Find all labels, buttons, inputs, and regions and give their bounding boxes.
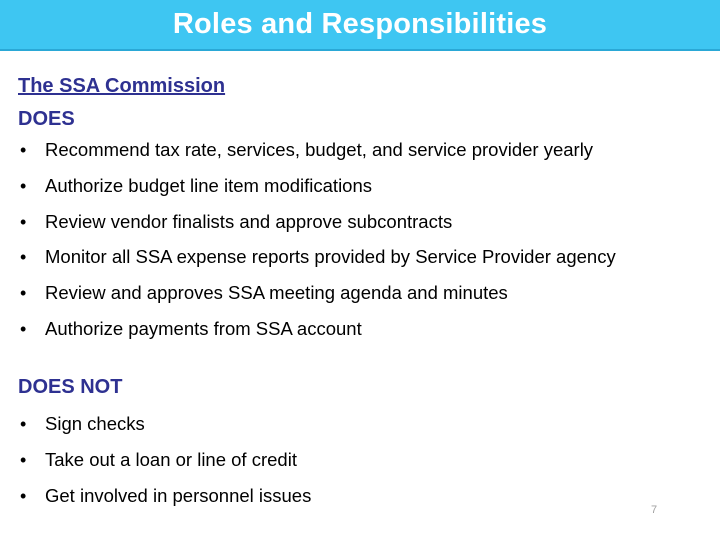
slide-title: Roles and Responsibilities <box>172 8 548 40</box>
page-number: 7 <box>651 504 658 516</box>
bullet-icon: • <box>20 247 27 268</box>
list-item-text: Take out a loan or line of credit <box>45 448 297 470</box>
list-item <box>18 448 311 484</box>
bullet-icon: • <box>20 318 27 339</box>
list-item-text: Monitor all SSA expense reports provided by Service Provider agency <box>45 246 616 268</box>
list-item-text: Sign checks <box>45 413 145 434</box>
title-bar <box>0 0 720 51</box>
list-item <box>18 317 616 353</box>
list-item-text: Get involved in personnel issues <box>45 484 312 506</box>
list-item-text: Review and approves SSA meeting agenda and minutes <box>45 282 508 304</box>
list-item-text: Review vendor finalists and approve subcontracts <box>45 210 453 232</box>
bullet-icon: • <box>20 283 27 304</box>
does-heading: DOES <box>18 108 75 130</box>
bullet-icon: • <box>20 175 27 196</box>
list-item-text: Authorize payments from SSA account <box>45 317 362 339</box>
bullet-icon: • <box>20 211 27 232</box>
list-item <box>18 245 616 281</box>
list-item <box>18 138 616 174</box>
list-item-text: Authorize budget line item modifications <box>45 174 373 196</box>
bullet-icon: • <box>20 140 27 160</box>
bullet-icon: • <box>20 414 27 434</box>
bullet-icon: • <box>20 449 27 470</box>
list-item <box>18 484 311 520</box>
bullet-icon: • <box>20 485 27 506</box>
list-item <box>18 281 616 317</box>
does-not-list <box>18 412 311 519</box>
organization-heading: The SSA Commission <box>18 75 226 97</box>
does-list <box>18 138 616 353</box>
list-item-text: Recommend tax rate, services, budget, and service provider yearly <box>45 139 594 160</box>
list-item <box>18 412 311 448</box>
list-item <box>18 210 616 246</box>
list-item <box>18 174 616 210</box>
does-not-heading: DOES NOT <box>18 376 123 398</box>
